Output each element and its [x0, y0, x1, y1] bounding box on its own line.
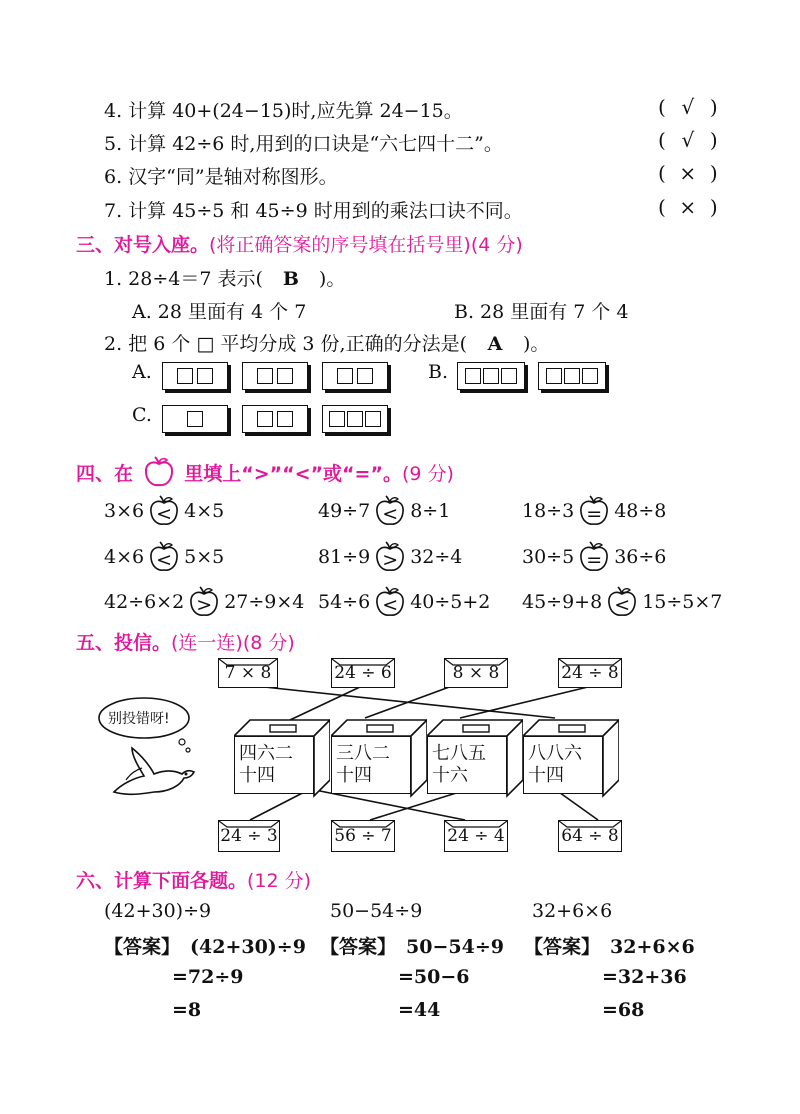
compare-left: 81÷9 — [318, 546, 371, 568]
section4-score: (9 分) — [401, 463, 454, 485]
section4-title-post: 里填上“>”“<”或“=”。 — [184, 463, 402, 485]
mailbox-label-line1: 三八二 — [336, 743, 390, 764]
compare-sign: < — [382, 594, 399, 616]
mailbox-label-line1: 八八六 — [528, 743, 582, 764]
connect-line — [365, 686, 452, 718]
problem-1: (42+30)÷9 — [104, 900, 212, 922]
letter-envelope — [558, 658, 622, 688]
answer-expr: (42+30)÷9 — [190, 936, 306, 958]
mailbox-label-line1: 四六二 — [239, 743, 293, 764]
judge-item-6: 6. 汉字“同”是轴对称图形。 — [104, 166, 338, 188]
section6-title: 六、计算下面各题。 — [76, 870, 248, 892]
compare-right: 48÷8 — [614, 500, 667, 522]
compare-sign: < — [614, 594, 631, 616]
answer-expr: 50−54÷9 — [406, 936, 504, 958]
judge-item-4: 4. 计算 40+(24−15)时,应先算 24−15。 — [104, 100, 463, 122]
compare-right: 4×5 — [184, 500, 225, 522]
letter-envelope — [218, 820, 280, 852]
judge-paren-5: ( √ ) — [658, 128, 718, 152]
answer-label: 【答案】 — [524, 936, 601, 958]
letter-envelope — [558, 820, 622, 852]
step-1a: =72÷9 — [172, 966, 244, 988]
mailbox — [523, 718, 619, 798]
compare-left: 49÷7 — [318, 500, 371, 522]
step-3a: =32+36 — [602, 966, 687, 988]
section6-heading — [76, 866, 311, 893]
letter-label: 24 ÷ 8 — [561, 663, 619, 683]
compare-sign: < — [156, 549, 173, 571]
answer-expr: 32+6×6 — [610, 936, 695, 958]
mailbox — [331, 718, 427, 798]
compare-right: 15÷5×7 — [642, 591, 723, 613]
letter-label: 64 ÷ 8 — [561, 826, 619, 846]
section4-title-pre: 四、在 — [76, 463, 134, 485]
compare-left: 54÷6 — [318, 591, 371, 613]
step-3b: =68 — [602, 999, 645, 1021]
compare-right: 8÷1 — [410, 500, 451, 522]
compare-left: 30÷5 — [522, 546, 575, 568]
compare-left: 3×6 — [104, 500, 145, 522]
compare-left: 18÷3 — [522, 500, 575, 522]
q2-answer: A — [487, 333, 503, 355]
letter-envelope — [331, 658, 395, 688]
compare-left: 45÷9+8 — [522, 591, 603, 613]
check-mark: √ — [681, 128, 695, 152]
letter-label: 24 ÷ 6 — [334, 663, 392, 683]
q1-text-end: )。 — [318, 268, 346, 290]
check-mark: √ — [681, 95, 695, 119]
section3-note: (将正确答案的序号填在括号里)(4 分) — [209, 234, 523, 256]
compare-left: 42÷6×2 — [104, 591, 185, 613]
q1-answer: B — [282, 268, 299, 290]
letter-label: 24 ÷ 3 — [220, 826, 278, 846]
option-a-label: A. — [132, 361, 152, 383]
letter-label: 24 ÷ 4 — [447, 826, 505, 846]
mailbox-label-line1: 七八五 — [432, 743, 486, 764]
mailbox-label-line2: 十四 — [336, 765, 372, 786]
compare-right: 5×5 — [184, 546, 225, 568]
q2-text-end: )。 — [523, 333, 550, 355]
q1-text: 1. 28÷4＝7 表示( — [104, 268, 263, 290]
compare-sign: > — [382, 549, 399, 571]
letter-label: 8 × 8 — [452, 663, 500, 683]
section6-score: (12 分) — [247, 870, 312, 892]
compare-right: 36÷6 — [614, 546, 667, 568]
mailbox-label-line2: 十六 — [432, 765, 468, 786]
section5-note: (连一连)(8 分) — [171, 632, 295, 654]
compare-sign: > — [196, 594, 213, 616]
q2-text: 2. 把 6 个 □ 平均分成 3 份,正确的分法是( — [104, 333, 467, 355]
dove-icon — [108, 744, 198, 800]
step-2a: =50−6 — [398, 966, 470, 988]
section3-title: 三、对号入座。 — [76, 234, 210, 256]
letter-envelope — [218, 658, 278, 688]
mailbox-label-line2: 十四 — [239, 765, 275, 786]
step-2b: =44 — [398, 999, 441, 1021]
answer-line-1 — [104, 932, 306, 959]
compare-left: 4×6 — [104, 546, 145, 568]
step-1b: =8 — [172, 999, 202, 1021]
q1-option-b: B. 28 里面有 7 个 4 — [454, 301, 629, 323]
compare-sign: < — [156, 503, 173, 525]
judge-paren-7: ( × ) — [658, 195, 718, 219]
compare-right: 32÷4 — [410, 546, 463, 568]
answer-line-3 — [524, 932, 695, 959]
judge-paren-6: ( × ) — [658, 161, 718, 185]
letter-label: 7 × 8 — [224, 663, 272, 683]
letter-envelope — [444, 658, 508, 688]
option-b-label: B. — [428, 361, 449, 383]
mailbox-face — [427, 736, 507, 794]
answer-label: 【答案】 — [320, 936, 397, 958]
judge-item-7: 7. 计算 45÷5 和 45÷9 时用到的乘法口诀不同。 — [104, 200, 523, 222]
connect-line — [460, 686, 592, 718]
compare-right: 40÷5+2 — [410, 591, 491, 613]
mailbox-face — [331, 736, 411, 794]
section5-title: 五、投信。 — [76, 632, 172, 654]
compare-sign: = — [586, 503, 603, 525]
cross-mark: × — [679, 195, 697, 219]
judge-item-5: 5. 计算 42÷6 时,用到的口诀是“六七四十二”。 — [104, 133, 503, 155]
connect-line — [255, 686, 555, 718]
letter-label: 56 ÷ 7 — [334, 826, 392, 846]
compare-sign: = — [586, 549, 603, 571]
cross-mark: × — [679, 161, 697, 185]
letter-envelope — [331, 820, 395, 852]
problem-2: 50−54÷9 — [330, 900, 423, 922]
judge-paren-4: ( √ ) — [658, 95, 718, 119]
mailbox-face — [234, 736, 314, 794]
answer-label: 【答案】 — [104, 936, 181, 958]
mailbox-label-line2: 十四 — [528, 765, 564, 786]
problem-3: 32+6×6 — [532, 900, 613, 922]
mailbox-face — [523, 736, 603, 794]
option-c-label: C. — [132, 404, 152, 426]
letter-envelope — [444, 820, 508, 852]
compare-right: 27÷9×4 — [224, 591, 305, 613]
q1-option-a: A. 28 里面有 4 个 7 — [132, 301, 307, 323]
answer-line-2 — [320, 932, 504, 959]
mailbox — [234, 718, 330, 798]
mailbox — [427, 718, 523, 798]
speech-bubble-text: 别投错呀! — [108, 711, 170, 727]
compare-sign: < — [382, 503, 399, 525]
